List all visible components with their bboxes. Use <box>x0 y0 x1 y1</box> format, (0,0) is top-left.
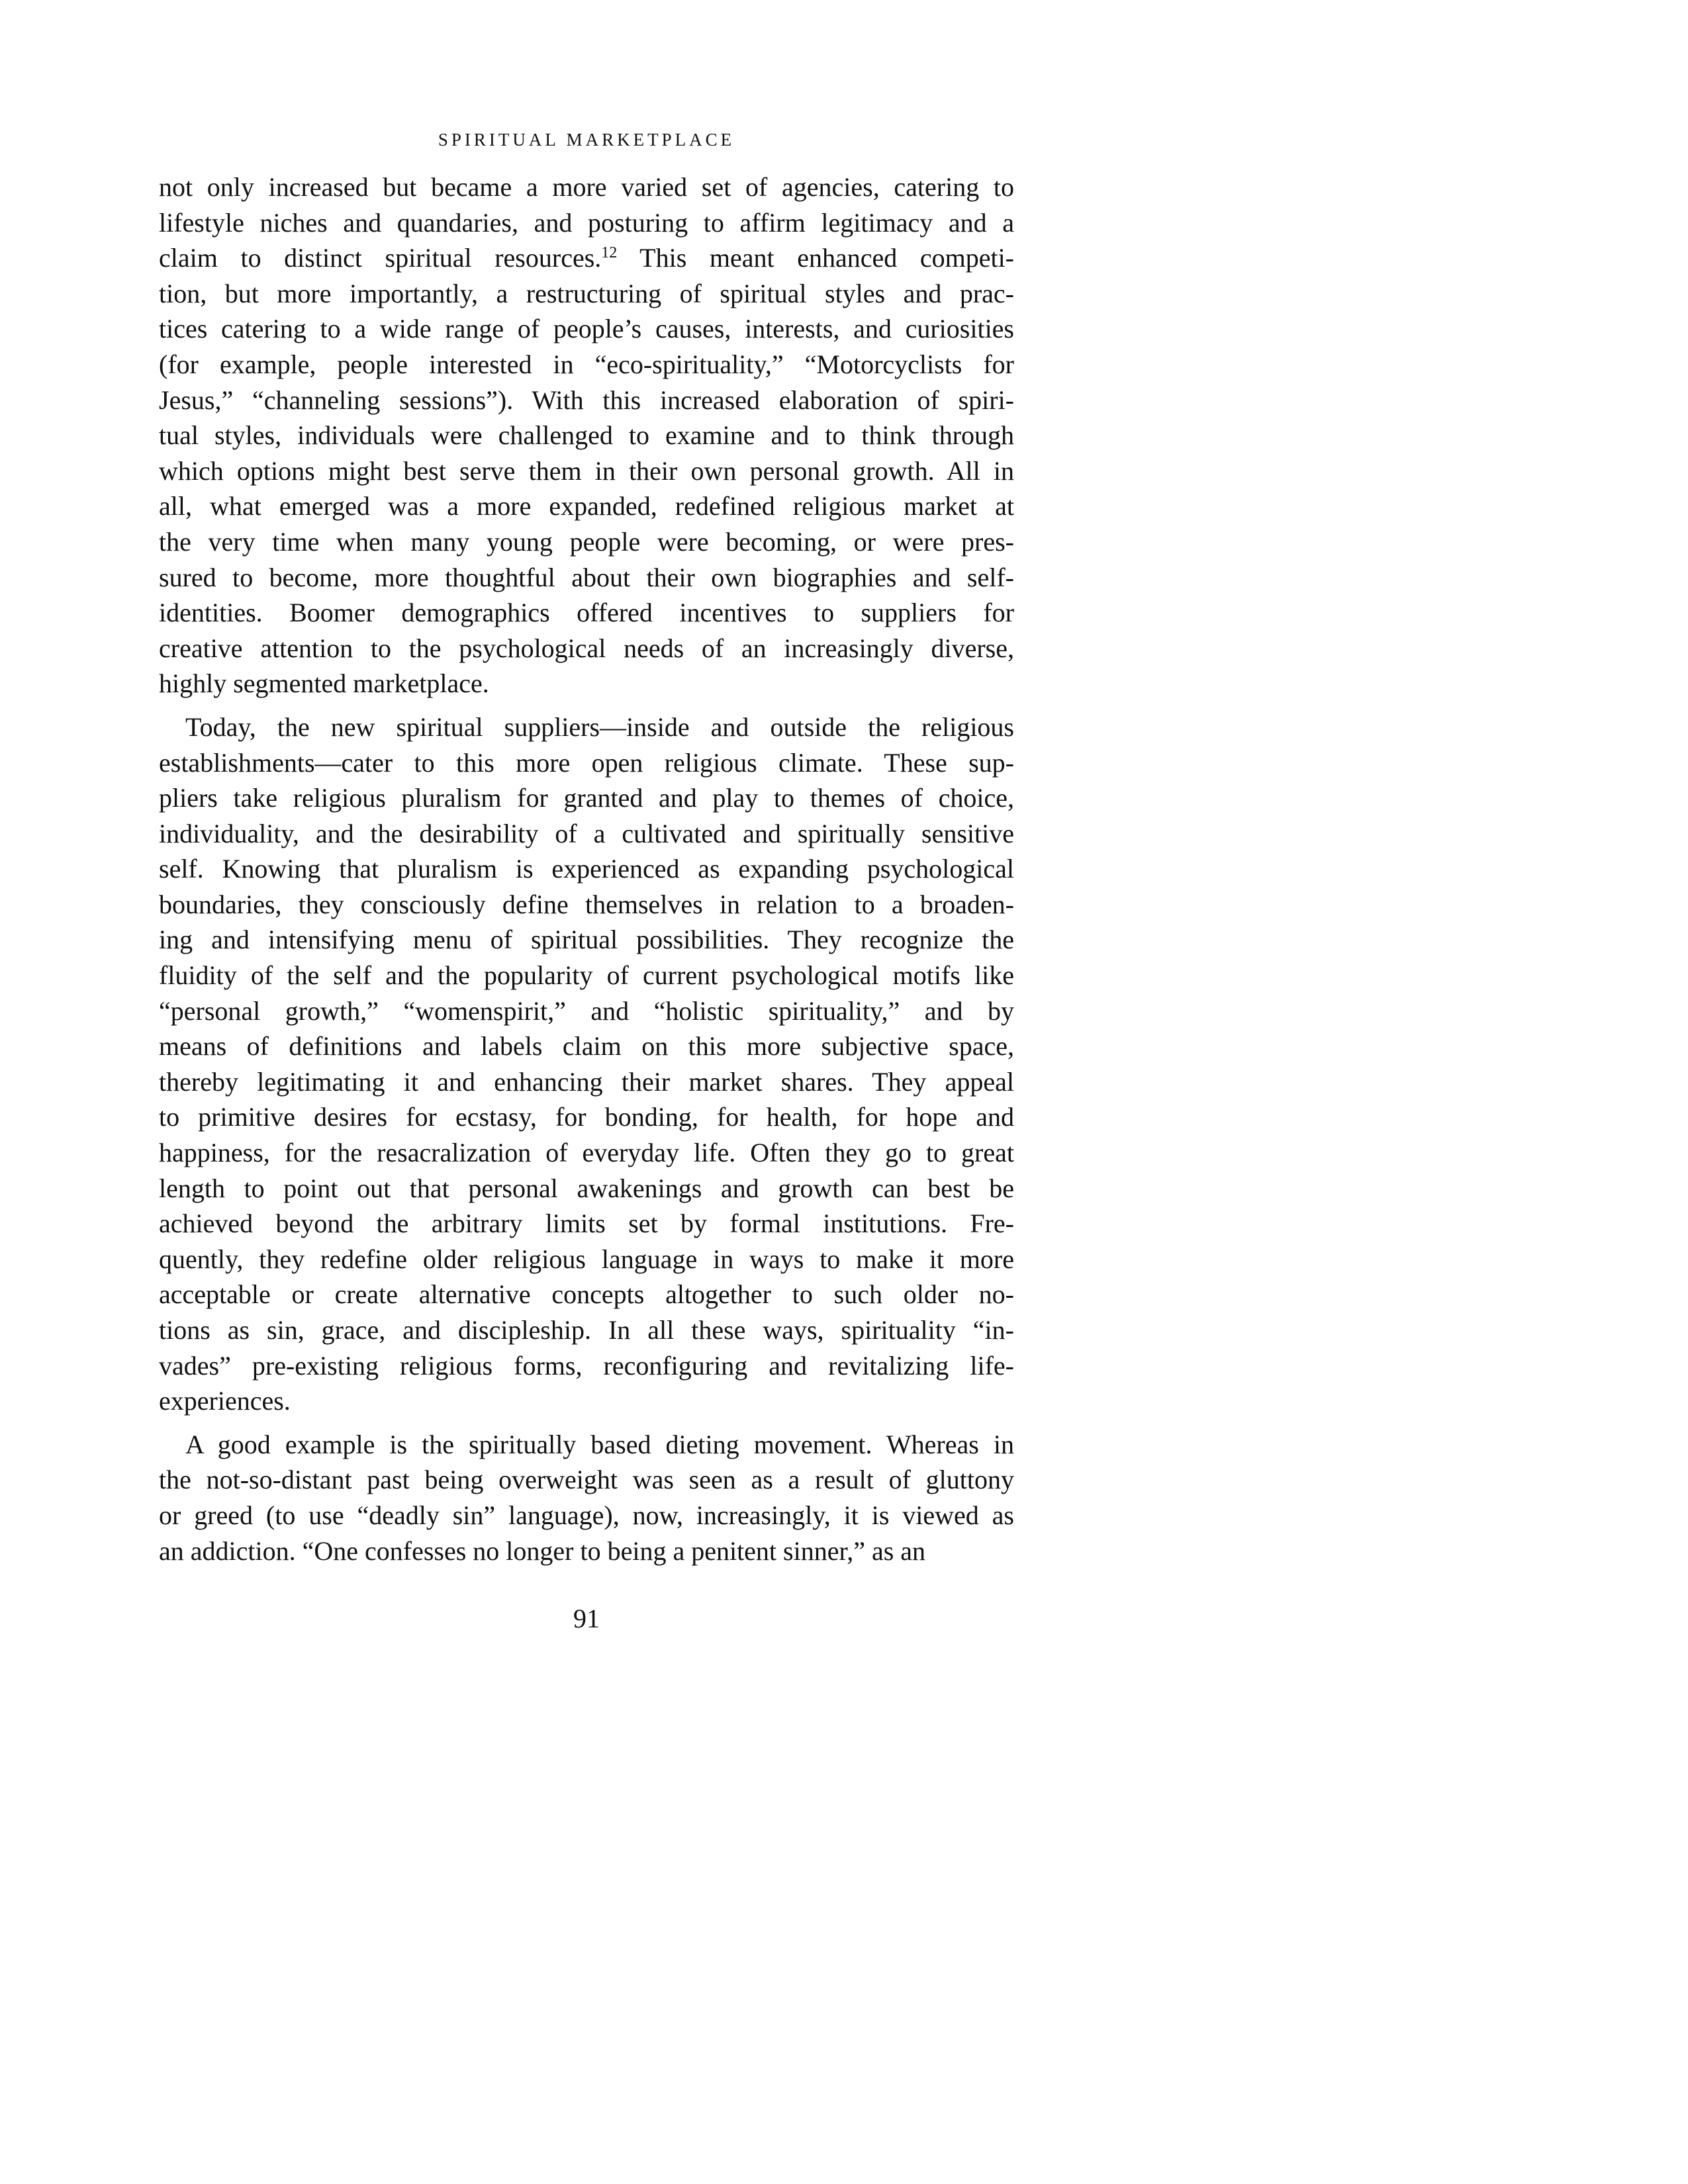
line-text: which options might best serve them in their own personal growth. All in <box>159 455 1014 486</box>
text-line <box>159 1135 1014 1171</box>
text-line <box>159 488 1014 524</box>
line-text: not only increased but became a more varied set of agencies, catering to <box>159 172 1014 202</box>
line-text: A good example is the spiritually based dieting movement. Whereas in <box>185 1429 1014 1459</box>
text-line <box>159 1427 1014 1463</box>
line-text: acceptable or create alternative concepts altogether to such older no- <box>159 1279 1014 1310</box>
text-line <box>159 383 1014 418</box>
paragraph <box>159 169 1014 702</box>
paragraph <box>159 709 1014 1419</box>
text-line <box>159 524 1014 560</box>
text-line <box>159 745 1014 781</box>
text-line <box>159 780 1014 816</box>
text-line <box>159 631 1014 666</box>
text-line <box>159 1348 1014 1384</box>
line-text: ing and intensifying menu of spiritual possibilities. They recognize the <box>159 925 1014 955</box>
text-line <box>159 1206 1014 1242</box>
text-line <box>159 922 1014 958</box>
line-text: an addiction. “One confesses no longer to being a penitent sinner,” as an <box>159 1535 926 1566</box>
text-line <box>159 1533 1014 1569</box>
text-line <box>159 240 1014 276</box>
line-text: claim to distinct spiritual resources. <box>159 243 602 273</box>
page-number: 91 <box>573 1604 600 1633</box>
text-line <box>159 1171 1014 1206</box>
text-line <box>159 1064 1014 1100</box>
line-text: identities. Boomer demographics offered incentives to suppliers for <box>159 598 1014 628</box>
line-text: pliers take religious pluralism for granted and play to themes of choice, <box>159 783 1014 813</box>
line-text: the not-so-distant past being overweight was seen as a result of gluttony <box>159 1465 1014 1495</box>
text-line <box>159 851 1014 887</box>
line-text: Jesus,” “channeling sessions”). With this increased elaboration of spiri- <box>159 385 1014 415</box>
line-text: vades” pre-existing religious forms, reconfiguring and revitalizing life- <box>159 1350 1014 1381</box>
line-text: means of definitions and labels claim on this more subjective space, <box>159 1031 1014 1062</box>
paragraph <box>159 1427 1014 1569</box>
line-text: thereby legitimating it and enhancing their market shares. They appeal <box>159 1066 1014 1097</box>
text-line <box>159 816 1014 852</box>
text-line <box>159 1277 1014 1312</box>
line-text: length to point out that personal awakenings and growth can best be <box>159 1173 1014 1203</box>
text-line <box>159 1028 1014 1064</box>
line-text: establishments—cater to this more open religious climate. These sup- <box>159 747 1014 778</box>
text-line <box>159 1383 1014 1419</box>
line-text: experiences. <box>159 1386 291 1416</box>
line-text: individuality, and the desirability of a cultivated and spiritually sensitive <box>159 818 1014 848</box>
line-text: happiness, for the resacralization of everyday life. Often they go to great <box>159 1138 1014 1168</box>
line-text: to primitive desires for ecstasy, for bonding, for health, for hope and <box>159 1102 1014 1132</box>
line-text: lifestyle niches and quandaries, and posturing to affirm legitimacy and a <box>159 207 1014 238</box>
line-text: the very time when many young people were becoming, or were pres- <box>159 526 1014 557</box>
text-line <box>159 993 1014 1029</box>
text-line <box>159 311 1014 347</box>
line-text: “personal growth,” “womenspirit,” and “holistic spirituality,” and by <box>159 995 1014 1026</box>
line-text: self. Knowing that pluralism is experienced as expanding psychological <box>159 854 1014 884</box>
text-line <box>159 709 1014 745</box>
line-text: tual styles, individuals were challenged to examine and to think through <box>159 420 1014 451</box>
body-text <box>159 169 1014 1569</box>
text-line <box>159 347 1014 383</box>
line-text: boundaries, they consciously define themselves in relation to a broaden- <box>159 889 1014 919</box>
text-line <box>159 666 1014 702</box>
text-line <box>159 418 1014 453</box>
line-text: achieved beyond the arbitrary limits set by formal institutions. Fre- <box>159 1208 1014 1239</box>
text-line <box>159 958 1014 993</box>
text-line <box>159 887 1014 923</box>
footnote-reference[interactable]: 12 <box>601 244 618 262</box>
line-text: (for example, people interested in “eco-spirituality,” “Motorcyclists for <box>159 349 1014 379</box>
line-text: tices catering to a wide range of people’s causes, interests, and curiosities <box>159 314 1014 344</box>
line-text: Today, the new spiritual suppliers—inside and outside the religious <box>185 711 1014 742</box>
line-text: quently, they redefine older religious language in ways to make it more <box>159 1244 1014 1274</box>
line-text: sured to become, more thoughtful about their own biographies and self- <box>159 562 1014 592</box>
line-text: tion, but more importantly, a restructuring of spiritual styles and prac- <box>159 278 1014 308</box>
line-text: highly segmented marketplace. <box>159 668 489 699</box>
text-line <box>159 453 1014 489</box>
line-text: tions as sin, grace, and discipleship. In all these ways, spirituality “in- <box>159 1315 1014 1345</box>
line-text-continued: This meant enhanced competi- <box>617 243 1014 273</box>
text-line <box>159 595 1014 631</box>
line-text: all, what emerged was a more expanded, redefined religious market at <box>159 491 1014 522</box>
text-line <box>159 1099 1014 1135</box>
text-line <box>159 1242 1014 1277</box>
running-header: SPIRITUAL MARKETPLACE <box>438 130 735 150</box>
line-text: creative attention to the psychological needs of an increasingly diverse, <box>159 633 1014 663</box>
text-line <box>159 205 1014 241</box>
text-line <box>159 1312 1014 1348</box>
text-line <box>159 1498 1014 1533</box>
text-line <box>159 276 1014 312</box>
text-line <box>159 560 1014 596</box>
line-text: or greed (to use “deadly sin” language), now, increasingly, it is viewed as <box>159 1500 1014 1530</box>
text-line <box>159 169 1014 205</box>
text-line <box>159 1462 1014 1498</box>
line-text: fluidity of the self and the popularity of current psychological motifs like <box>159 960 1014 991</box>
